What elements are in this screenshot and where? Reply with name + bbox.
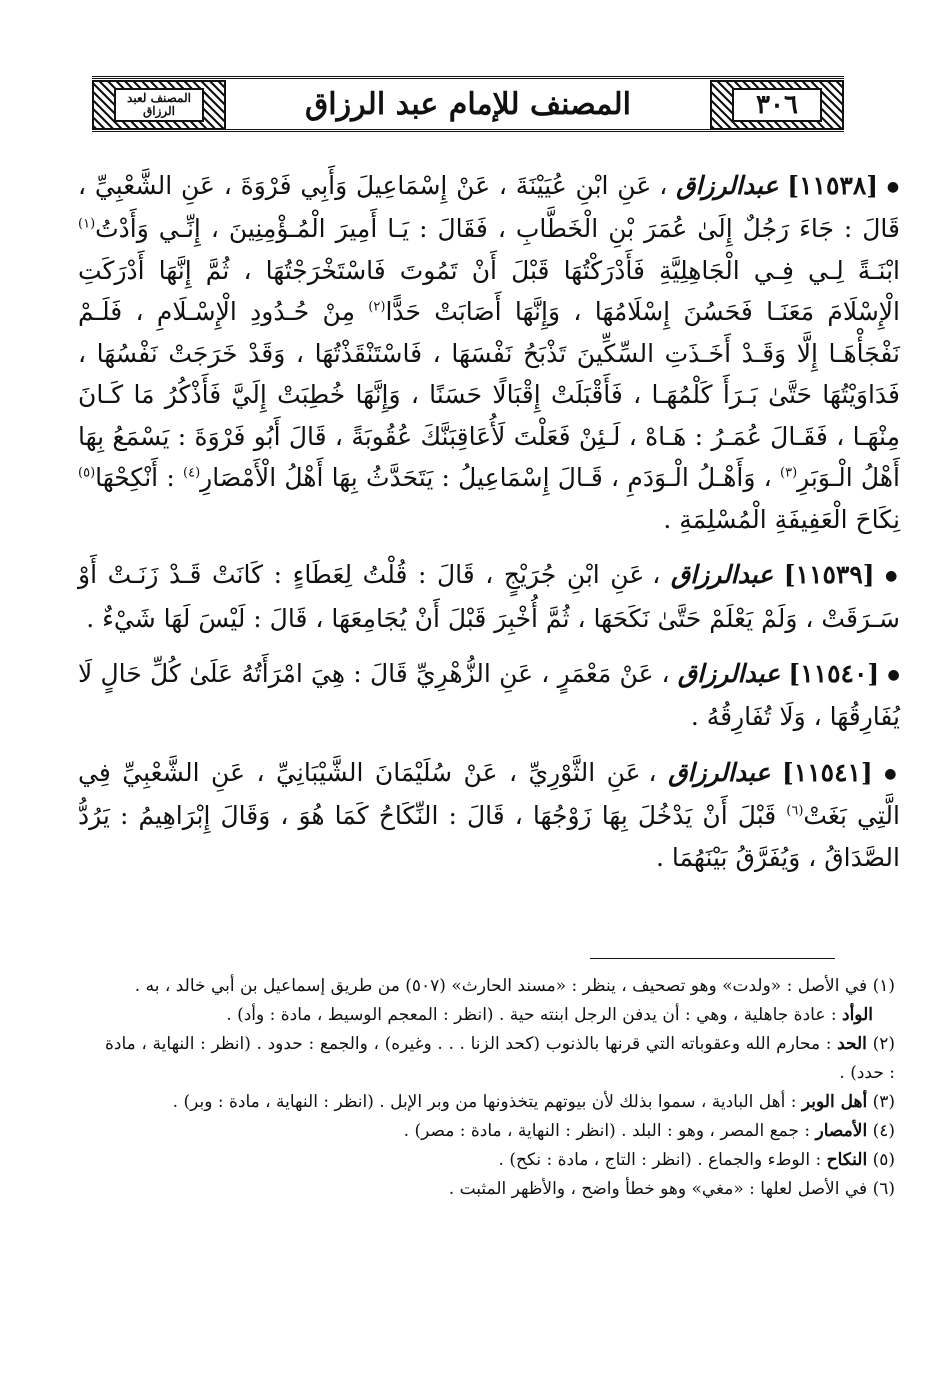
hadith-number: [١١٥٣٨] <box>787 171 879 200</box>
hadith-number: [١١٥٣٩] <box>783 560 875 590</box>
footnote-text: : عادة جاهلية ، وهي : أن يدفن الرجل ابنته حية . (انظر : المعجم الوسيط ، مادة : وأد) . <box>226 1005 837 1025</box>
narrator: عبدالرزاق <box>670 560 774 590</box>
footnote-ref[interactable]: (٣) <box>780 465 798 481</box>
hadith-text: مِنْ حُـدُودِ الْإِسْـلَامِ ، فَلَـمْ نَفْجَأْهَـا إِلَّا وَقَـدْ أَخَـذَتِ السِّكِّينَ تَذْبَحُ نَفْسَهَا ، فَاسْتَنْقَذْتُهَا ، وَقَدْ خَرَجَتْ نَفْسُهَا ، فَدَاوَيْتُهَا حَتَّىٰ بَـرَأَ كَلْمُهَـا ، فَأَقْبَلَتْ إِقْبَالًا حَسَنًا ، وَإِنَّهَا خُطِبَتْ إِلَيَّ فَأَذْكُرُ مَا كَـانَ مِنْهَـا ، فَقَـالَ عُمَـرُ : هَـاهْ ، لَـئِنْ فَعَلْتَ لَأُعَاقِبَنَّكَ عُقُوبَةً ، قَالَ أَبُو فَرْوَةَ : يَسْمَعُ بِهَا أَهْلُ الْـوَبَرِ <box>78 297 900 493</box>
footnote-term: أهل الوبر <box>801 1092 868 1112</box>
footnote-number: (٢) <box>872 1034 895 1054</box>
footnote-ref[interactable]: (١) <box>78 216 96 232</box>
footnote-term: الوأد <box>842 1005 873 1025</box>
page-header <box>92 76 844 132</box>
footnote-term: الأمصار <box>815 1121 868 1141</box>
bullet-icon: ● <box>887 666 900 683</box>
hadith-text: : أَنْكِحْهَا <box>95 463 175 493</box>
footnote-divider <box>590 958 835 959</box>
footnote-text: : محارم الله وعقوباته التي قرنها بالذنوب (كحد الزنا . . . وغيره) ، والجمع : حدود . (انظر : النهاية ، مادة : حدد) . <box>105 1034 895 1083</box>
hadith-11541 <box>78 752 900 878</box>
footnote-number: (٥) <box>872 1150 895 1170</box>
footnote-number: (١) <box>872 976 895 996</box>
hadith-11539 <box>78 554 900 639</box>
footnote-2 <box>105 1030 895 1088</box>
footnote-number: (٣) <box>872 1092 895 1112</box>
hadith-text: ، عَنِ ابْنِ جُرَيْجٍ ، قَالَ : قُلْتُ لِعَطَاءٍ : كَانَتْ قَـدْ زَنَـتْ أَوْ سَـرَقَتْ ، وَلَمْ يَعْلَمْ حَتَّىٰ نَكَحَهَا ، ثُمَّ أُخْبِرَ قَبْلَ أَنْ يُجَامِعَهَا ، قَالَ : لَيْسَ لَهَا شَيْءٌ . <box>78 560 900 633</box>
bullet-icon: ● <box>885 568 900 584</box>
footnote-term: النكاح <box>826 1150 868 1170</box>
footnote-1-definition <box>105 1001 895 1030</box>
hadith-text: نِكَاحَ الْعَفِيفَةِ الْمُسْلِمَةِ . <box>663 504 900 534</box>
hadith-11538 <box>78 165 900 540</box>
footnote-1 <box>105 972 895 1001</box>
footnote-ref[interactable]: (٢) <box>368 299 386 315</box>
running-title: المصنف للإمام عبد الرزاق <box>305 86 631 122</box>
narrator: عبدالرزاق <box>677 659 781 688</box>
book-logo-text: المصنف لعبد الرزاق <box>114 88 204 122</box>
footnote-6 <box>105 1175 895 1204</box>
footnote-number: (٤) <box>872 1121 895 1141</box>
hadith-text: ، عَنِ ابْنِ عُيَيْنَةَ ، عَنْ إِسْمَاعِيلَ وَأَبِي فَرْوَةَ ، عَنِ الشَّعْبِيِّ ، قَالَ : جَاءَ رَجُلٌ إِلَىٰ عُمَرَ بْنِ الْخَطَّابِ ، فَقَالَ : يَـا أَمِيرَ الْمُـؤْمِنِينَ ، إِنِّـي وَأَدْتُ <box>78 171 900 244</box>
footnote-5 <box>105 1146 895 1175</box>
hadith-number: [١١٥٤١] <box>781 757 873 787</box>
hadith-text: ، وَأَهْـلُ الْـوَدَمِ ، قَـالَ إِسْمَاعِيلُ : يَتَحَدَّثُ بِهَا أَهْلُ الْأَمْصَارِ <box>200 463 772 493</box>
footnotes <box>105 972 895 1204</box>
footnote-text: في الأصل لعلها : «مغي» وهو خطأ واضح ، والأظهر المثبت . <box>448 1179 868 1199</box>
page-number: ٣٠٦ <box>732 88 822 122</box>
hadith-text: قَبْلَ أَنْ يَدْخُلَ بِهَا زَوْجُهَا ، قَالَ : النِّكَاحُ كَمَا هُوَ ، وَقَالَ إِبْرَاهِيمُ : يَرُدُّ الصَّدَاقُ ، وَيُفَرَّقُ بَيْنَهُمَا . <box>78 801 900 872</box>
hadith-text: ، عَنِ الثَّوْرِيِّ ، عَنْ سُلَيْمَانَ الشَّيْبَانِيِّ ، عَنِ الشَّعْبِيِّ فِي الَّتِي بَغَتْ <box>78 757 900 830</box>
bullet-icon: ● <box>886 178 900 195</box>
hadith-text: ابْنَـةً لِـي فِـي الْجَاهِلِيَّةِ فَأَدْرَكْتُهَا قَبْلَ أَنْ تَمُوتَ فَاسْتَخْرَجْتُهَا ، ثُمَّ إِنَّهَا أَدْرَكَتِ الْإِسْلَامَ مَعَنَـا فَحَسُنَ إِسْلَامُهَا ، وَإِنَّهَا أَصَابَتْ حَدًّا <box>78 255 900 327</box>
main-text <box>78 165 900 892</box>
bullet-icon: ● <box>884 765 900 782</box>
footnote-text: في الأصل : «ولدت» وهو تصحيف ، ينظر : «مسند الحارث» (٥٠٧) من طريق إسماعيل بن أبي خالد ، به . <box>134 976 868 996</box>
narrator: عبدالرزاق <box>668 757 771 787</box>
hadith-11540 <box>78 653 900 738</box>
footnote-term: الحد <box>837 1034 867 1054</box>
footnote-ref[interactable]: (٤) <box>183 465 201 481</box>
footnote-ref[interactable]: (٥) <box>78 465 96 481</box>
footnote-text: : جمع المصر ، وهو : البلد . (انظر : النهاية ، مادة : مصر) . <box>403 1121 811 1141</box>
footnote-text: : أهل البادية ، سموا بذلك لأن بيوتهم يتخذونها من وبر الإبل . (انظر : النهاية ، مادة : وبر) . <box>172 1092 797 1112</box>
footnote-3 <box>105 1088 895 1117</box>
footnote-4 <box>105 1117 895 1146</box>
hadith-number: [١١٥٤٠] <box>788 659 880 688</box>
hadith-text: ، عَنْ مَعْمَرٍ ، عَنِ الزُّهْرِيِّ قَالَ : هِيَ امْرَأَتُهُ عَلَىٰ كُلِّ حَالٍ لَا يُفَارِقُهَا ، وَلَا تُفَارِقُهُ . <box>78 659 900 732</box>
footnote-ref[interactable]: (٦) <box>786 803 804 819</box>
page-number-ornament <box>710 80 844 130</box>
footnote-text: : الوطء والجماع . (انظر : التاج ، مادة : نكح) . <box>498 1150 822 1170</box>
book-logo <box>92 80 226 130</box>
footnote-number: (٦) <box>872 1179 895 1199</box>
narrator: عبدالرزاق <box>676 171 779 200</box>
